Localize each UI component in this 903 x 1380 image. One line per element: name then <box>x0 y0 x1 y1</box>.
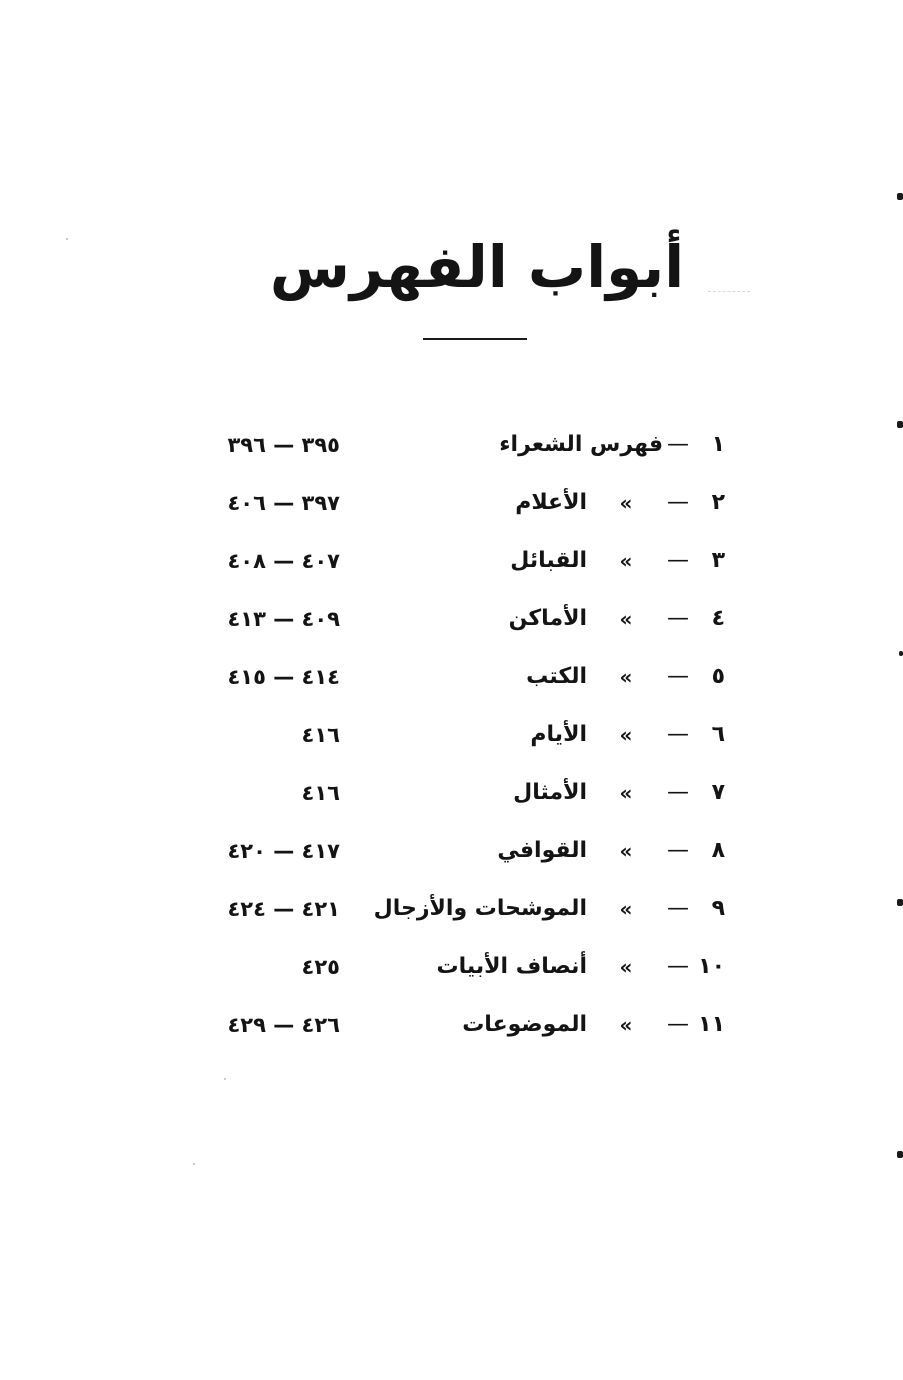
binding-mark <box>897 1151 903 1158</box>
scan-speck <box>193 1163 195 1165</box>
entry-dash: — <box>667 606 689 631</box>
entry-number: ١٠ <box>698 954 725 979</box>
ditto-mark: » <box>619 491 633 515</box>
toc-entry-3 <box>0 534 903 592</box>
title-underline <box>423 338 527 340</box>
toc-entry-6 <box>0 708 903 766</box>
toc-entry-1 <box>0 418 903 476</box>
entry-title: الموشحات والأزجال <box>373 896 587 921</box>
entry-title: أنصاف الأبيات <box>436 954 587 979</box>
entry-title: الأيام <box>530 722 587 747</box>
entry-pages: ٤٢٦ — ٤٢٩ <box>227 1013 340 1037</box>
entry-pages: ٤٠٧ — ٤٠٨ <box>227 549 340 573</box>
entry-dash: — <box>667 548 689 573</box>
entry-number: ٢ <box>711 490 725 515</box>
entry-pages: ٤١٤ — ٤١٥ <box>227 665 340 689</box>
entry-title: الأماكن <box>508 606 587 631</box>
toc-entry-10 <box>0 940 903 998</box>
entry-number: ٧ <box>711 780 725 805</box>
ditto-mark: » <box>619 781 633 805</box>
entry-pages: ٣٩٧ — ٤٠٦ <box>227 491 340 515</box>
ditto-mark: » <box>619 955 633 979</box>
entry-number: ٥ <box>711 664 725 689</box>
toc-entry-5 <box>0 650 903 708</box>
entry-dash: — <box>667 780 689 805</box>
entry-pages: ٤١٧ — ٤٢٠ <box>227 839 340 863</box>
ditto-mark: » <box>619 839 633 863</box>
entry-number: ٩ <box>711 896 725 921</box>
entry-pages: ٤٢٥ <box>301 955 340 979</box>
entry-number: ٣ <box>711 548 725 573</box>
entry-title: القبائل <box>510 548 587 573</box>
binding-mark <box>897 899 903 906</box>
entry-pages: ٤١٦ <box>301 781 340 805</box>
entry-pages: ٤١٦ <box>301 723 340 747</box>
entry-title: الأمثال <box>513 780 587 805</box>
entry-pages: ٣٩٥ — ٣٩٦ <box>227 433 340 457</box>
toc-entry-9 <box>0 882 903 940</box>
scan-artifact-line <box>708 291 750 292</box>
binding-mark <box>897 193 903 200</box>
binding-mark <box>897 421 903 428</box>
entry-pages: ٤٢١ — ٤٢٤ <box>227 897 340 921</box>
entry-title: القوافي <box>497 838 587 863</box>
entry-dash: — <box>667 896 689 921</box>
entry-dash: — <box>667 490 689 515</box>
ditto-mark: » <box>619 1013 633 1037</box>
toc-entry-2 <box>0 476 903 534</box>
entry-number: ٦ <box>711 722 725 747</box>
ditto-mark: » <box>619 897 633 921</box>
ditto-mark: » <box>619 607 633 631</box>
entry-title: الموضوعات <box>462 1012 587 1037</box>
entry-number: ١ <box>711 432 725 457</box>
entry-dash: — <box>667 664 689 689</box>
entry-title: الكتب <box>526 664 587 689</box>
ditto-mark: » <box>619 665 633 689</box>
toc-entry-4 <box>0 592 903 650</box>
entry-number: ٨ <box>711 838 725 863</box>
entry-number: ١١ <box>698 1012 725 1037</box>
binding-mark <box>899 651 903 656</box>
page-title: أبواب الفهرس <box>269 233 685 301</box>
scan-speck <box>66 238 68 240</box>
entry-title: الأعلام <box>515 490 587 515</box>
entry-dash: — <box>667 432 689 457</box>
toc-entry-8 <box>0 824 903 882</box>
entry-dash: — <box>667 954 689 979</box>
ditto-mark: » <box>619 723 633 747</box>
entry-dash: — <box>667 1012 689 1037</box>
entry-title: فهرس الشعراء <box>499 432 663 457</box>
entry-pages: ٤٠٩ — ٤١٣ <box>227 607 340 631</box>
ditto-mark: » <box>619 549 633 573</box>
toc-entry-11 <box>0 998 903 1056</box>
toc-entry-7 <box>0 766 903 824</box>
index-table-of-contents <box>0 418 903 1058</box>
entry-number: ٤ <box>711 606 725 631</box>
scan-speck <box>224 1078 226 1080</box>
entry-dash: — <box>667 722 689 747</box>
entry-dash: — <box>667 838 689 863</box>
